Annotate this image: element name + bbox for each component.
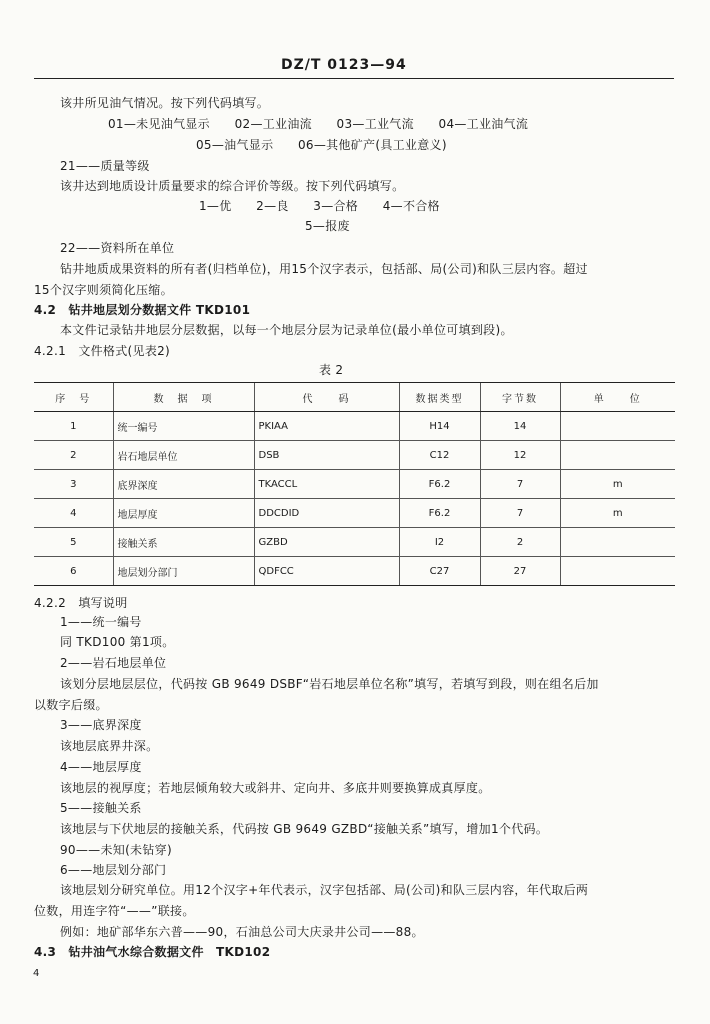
text-line: 3——底界深度 <box>60 718 142 732</box>
table-row <box>34 557 675 586</box>
table-cell: 12 <box>480 441 560 470</box>
table-cell: 2 <box>480 528 560 557</box>
table-cell: I2 <box>399 528 480 557</box>
text-line: 5—报废 <box>305 219 350 233</box>
text-line: 该地层与下伏地层的接触关系，代码按 GB 9649 GZBD“接触关系”填写，增加1个代码。 <box>60 822 549 836</box>
document-code-header: DZ/T 0123—94 <box>281 57 407 73</box>
text-line: 15个汉字则须简化压缩。 <box>34 283 173 297</box>
text-line: 该地层底界井深。 <box>60 739 159 753</box>
table-cell <box>560 412 675 441</box>
table-cell: QDFCC <box>254 557 399 586</box>
table-cell: 2 <box>34 441 113 470</box>
text-line: 以数字后缀。 <box>34 698 108 712</box>
text-line: 位数，用连字符“——”联接。 <box>34 904 195 918</box>
text-line: 4.2.2 填写说明 <box>34 596 128 610</box>
column-header: 字节数 <box>480 383 560 412</box>
table-cell: 地层划分部门 <box>113 557 254 586</box>
table-row <box>34 528 675 557</box>
table-cell: DSB <box>254 441 399 470</box>
text-line: 4.2.1 文件格式(见表2) <box>34 344 171 358</box>
text-line: 1——统一编号 <box>60 615 142 629</box>
table-cell: 7 <box>480 499 560 528</box>
table-cell: 4 <box>34 499 113 528</box>
table-cell <box>560 557 675 586</box>
table-cell: 统一编号 <box>113 412 254 441</box>
table-row <box>34 441 675 470</box>
text-line: 该地层划分研究单位。用12个汉字+年代表示，汉字包括部、局(公司)和队三层内容，年代取后两 <box>60 883 589 897</box>
text-line: 该井达到地质设计质量要求的综合评价等级。按下列代码填写。 <box>60 179 405 193</box>
table-cell: C27 <box>399 557 480 586</box>
table-cell: F6.2 <box>399 499 480 528</box>
column-header: 数 据 项 <box>113 383 254 412</box>
text-line: 01—未见油气显示 02—工业油流 03—工业气流 04—工业油气流 <box>108 117 529 131</box>
text-line: 1—优 2—良 3—合格 4—不合格 <box>199 199 440 213</box>
table-cell: 27 <box>480 557 560 586</box>
table-cell: 地层厚度 <box>113 499 254 528</box>
table-cell: GZBD <box>254 528 399 557</box>
table-cell: 1 <box>34 412 113 441</box>
column-header: 代 码 <box>254 383 399 412</box>
text-line: 该划分层地层层位，代码按 GB 9649 DSBF“岩石地层单位名称”填写，若填写到段，则在组名后加 <box>60 677 599 691</box>
table-cell: 14 <box>480 412 560 441</box>
table-cell: 3 <box>34 470 113 499</box>
text-line: 该地层的视厚度；若地层倾角较大或斜井、定向井、多底井则要换算成真厚度。 <box>60 781 491 795</box>
table-cell: 6 <box>34 557 113 586</box>
table-row <box>34 470 675 499</box>
text-line: 同 TKD100 第1项。 <box>60 635 175 649</box>
text-line: 21——质量等级 <box>60 159 150 173</box>
table-cell: F6.2 <box>399 470 480 499</box>
table-cell <box>560 528 675 557</box>
table-cell: 底界深度 <box>113 470 254 499</box>
header-rule <box>34 78 674 79</box>
table-cell: m <box>560 470 675 499</box>
text-line: 05—油气显示 06—其他矿产(具工业意义) <box>196 138 447 152</box>
text-line: 6——地层划分部门 <box>60 863 167 877</box>
data-table <box>34 382 675 586</box>
table-header-row <box>34 383 675 412</box>
text-line: 22——资料所在单位 <box>60 241 175 255</box>
table-cell: 岩石地层单位 <box>113 441 254 470</box>
table-row <box>34 412 675 441</box>
table-cell: H14 <box>399 412 480 441</box>
table-caption: 表 2 <box>319 363 344 377</box>
table-cell: 接触关系 <box>113 528 254 557</box>
section-heading: 4.2 钻井地层划分数据文件 TKD101 <box>34 303 251 317</box>
text-line: 4——地层厚度 <box>60 760 142 774</box>
table-cell: C12 <box>399 441 480 470</box>
table-cell: 5 <box>34 528 113 557</box>
text-line: 例如：地矿部华东六普——90，石油总公司大庆录井公司——88。 <box>60 925 424 939</box>
column-header: 数据类型 <box>399 383 480 412</box>
page-number: 4 <box>33 968 40 979</box>
text-line: 钻井地质成果资料的所有者(归档单位)，用15个汉字表示，包括部、局(公司)和队三层内容。超过 <box>60 262 588 276</box>
table-cell: 7 <box>480 470 560 499</box>
text-line: 本文件记录钻井地层分层数据，以每一个地层分层为记录单位(最小单位可填到段)。 <box>60 323 513 337</box>
section-heading: 4.3 钻井油气水综合数据文件 TKD102 <box>34 945 271 959</box>
column-header: 序 号 <box>34 383 113 412</box>
table-cell: TKACCL <box>254 470 399 499</box>
table-cell: m <box>560 499 675 528</box>
text-line: 5——接触关系 <box>60 801 142 815</box>
column-header: 单 位 <box>560 383 675 412</box>
table-row <box>34 499 675 528</box>
text-line: 2——岩石地层单位 <box>60 656 167 670</box>
table-cell: PKIAA <box>254 412 399 441</box>
table-cell <box>560 441 675 470</box>
table-cell: DDCDID <box>254 499 399 528</box>
text-line: 90——未知(未钻穿) <box>60 843 172 857</box>
text-line: 该井所见油气情况。按下列代码填写。 <box>60 96 270 110</box>
